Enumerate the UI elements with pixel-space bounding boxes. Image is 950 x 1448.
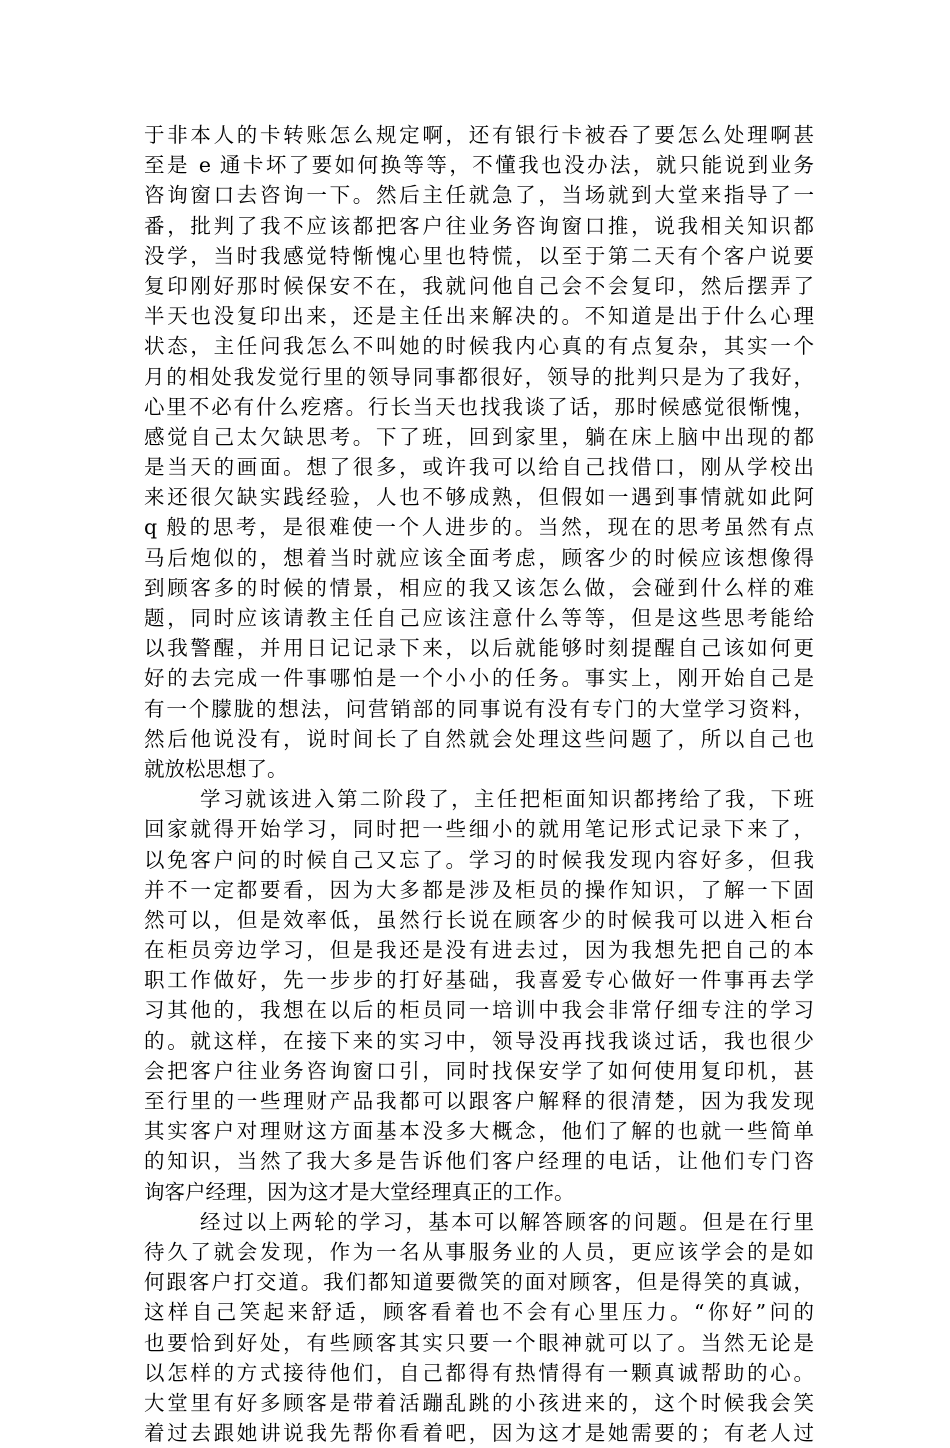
text-line: 习其他的，我想在以后的柜员同一培训中我会非常仔细专注的学习 (144, 998, 814, 1023)
text-line: 的知识，当然了我大多是告诉他们客户经理的电话，让他们专门咨 (144, 1149, 814, 1174)
text-line: 以怎样的方式接待他们，自己都得有热情得有一颗真诚帮助的心。 (144, 1360, 814, 1385)
text-line: 马后炮似的，想着当时就应该全面考虑，顾客少的时候应该想像得 (144, 545, 814, 570)
text-line: 有一个朦胧的想法，问营销部的同事说有没有专门的大堂学习资料， (144, 696, 814, 721)
text-line: 以我警醒，并用日记记录下来，以后就能够时刻提醒自己该如何更 (144, 636, 814, 661)
text-line: 大堂里有好多顾客是带着活蹦乱跳的小孩进来的，这个时候我会笑 (144, 1390, 814, 1415)
text-line: 没学，当时我感觉特惭愧心里也特慌，以至于第二天有个客户说要 (144, 243, 814, 268)
text-line: 咨询窗口去咨询一下。然后主任就急了，当场就到大堂来指导了一 (144, 183, 814, 208)
text-line: 状态，主任问我怎么不叫她的时候我内心真的有点复杂，其实一个 (144, 334, 814, 359)
text-line: 复印刚好那时候保安不在，我就问他自己会不会复印，然后摆弄了 (144, 273, 814, 298)
text-line: 在柜员旁边学习，但是我还是没有进去过，因为我想先把自己的本 (144, 938, 814, 963)
text-line: 待久了就会发现，作为一名从事服务业的人员，更应该学会的是如 (144, 1239, 814, 1264)
text-line: 月的相处我发觉行里的领导同事都很好，领导的批判只是为了我好， (144, 364, 814, 389)
text-line: 其实客户对理财这方面基本没多大概念，他们了解的也就一些简单 (144, 1119, 814, 1144)
text-line: 回家就得开始学习，同时把一些细小的就用笔记形式记录下来了， (144, 817, 814, 842)
text-line: 到顾客多的时候的情景，相应的我又该怎么做，会碰到什么样的难 (144, 575, 814, 600)
text-line: 是当天的画面。想了很多，或许我可以给自己找借口，刚从学校出 (144, 455, 814, 480)
text-line: 然后他说没有，说时间长了自然就会处理这些问题了，所以自己也 (144, 726, 814, 751)
text-line: 心里不必有什么疙瘩。行长当天也找我谈了话，那时候感觉很惭愧， (144, 394, 814, 419)
text-line: 于非本人的卡转账怎么规定啊，还有银行卡被吞了要怎么处理啊甚 (144, 123, 814, 147)
text-line: 学习就该进入第二阶段了，主任把柜面知识都拷给了我，下班 (200, 787, 814, 812)
text-line: 来还很欠缺实践经验，人也不够成熟，但假如一遇到事情就如此阿 (144, 485, 814, 510)
text-line: 至是 e 通卡坏了要如何换等等，不懂我也没办法，就只能说到业务 (144, 153, 814, 178)
text-line: 番，批判了我不应该都把客户往业务咨询窗口推，说我相关知识都 (144, 213, 814, 238)
paragraph-2 (144, 784, 814, 1207)
text-line: 职工作做好，先一步步的打好基础，我喜爱专心做好一件事再去学 (144, 968, 814, 993)
text-line: 询客户经理，因为这才是大堂经理真正的工作。 (144, 1179, 575, 1204)
text-line: 题，同时应该请教主任自己应该注意什么等等，但是这些思考能给 (144, 606, 814, 630)
text-line: 感觉自己太欠缺思考。下了班，回到家里，躺在床上脑中出现的都 (144, 424, 814, 449)
text-line: 会把客户往业务咨询窗口引，同时找保安学了如何使用复印机，甚 (144, 1058, 814, 1083)
text-line: q 般的思考，是很难使一个人进步的。当然，现在的思考虽然有点 (144, 515, 814, 540)
text-line: 也要恰到好处，有些顾客其实只要一个眼神就可以了。当然无论是 (144, 1330, 814, 1355)
text-line: 以免客户问的时候自己又忘了。学习的时候我发现内容好多，但我 (144, 847, 814, 872)
text-line: 着过去跟她讲说我先帮你看着吧，因为这才是她需要的；有老人过 (144, 1421, 814, 1446)
text-line: 就放松思想了。 (144, 756, 288, 781)
paragraph-3 (144, 1207, 814, 1448)
text-line: 的。就这样，在接下来的实习中，领导没再找我谈过话，我也很少 (144, 1028, 814, 1053)
paragraph-1 (144, 120, 814, 784)
text-line: 经过以上两轮的学习，基本可以解答顾客的问题。但是在行里 (200, 1209, 814, 1234)
text-line: 并不一定都要看，因为大多都是涉及柜员的操作知识，了解一下固 (144, 877, 814, 902)
text-line: 半天也没复印出来，还是主任出来解决的。不知道是出于什么心理 (144, 304, 814, 329)
text-line: 然可以，但是效率低，虽然行长说在顾客少的时候我可以进入柜台 (144, 907, 814, 932)
text-line: 何跟客户打交道。我们都知道要微笑的面对顾客，但是得笑的真诚， (144, 1270, 814, 1295)
text-line: 至行里的一些理财产品我都可以跟客户解释的很清楚，因为我发现 (144, 1089, 814, 1113)
document-page (144, 120, 814, 1448)
text-line: 好的去完成一件事哪怕是一个小小的任务。事实上，刚开始自己是 (144, 666, 814, 691)
text-line: 这样自己笑起来舒适，顾客看着也不会有心里压力。“你好”问的 (144, 1300, 814, 1325)
